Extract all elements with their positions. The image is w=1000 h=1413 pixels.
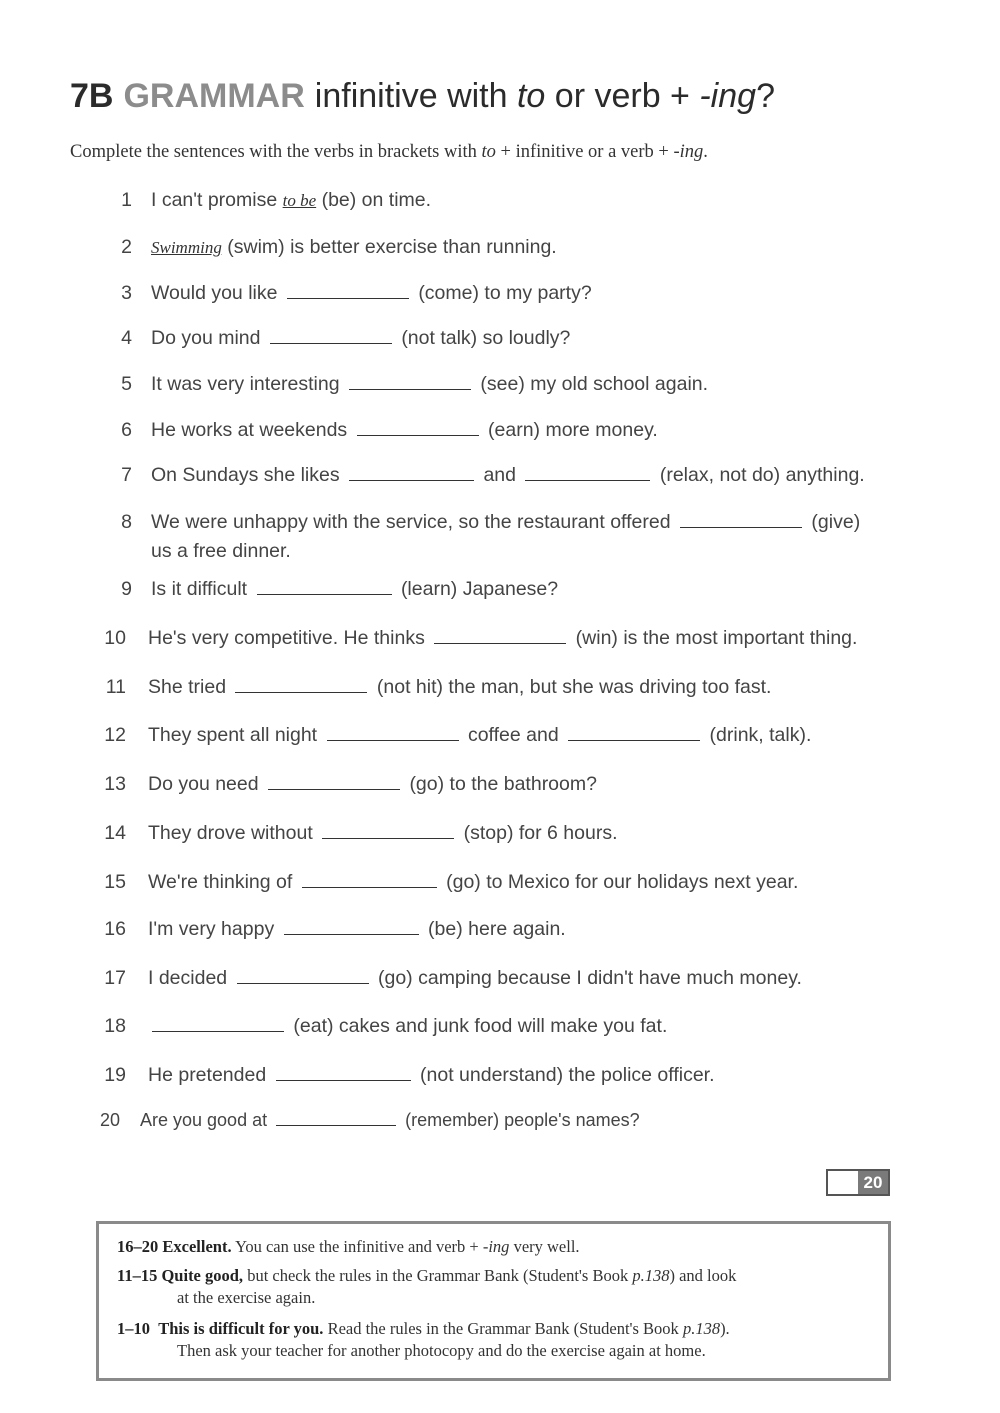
item-text: (remember) people's names? [405, 1110, 640, 1130]
item-text: He's very competitive. He thinks [148, 627, 425, 649]
score-box [826, 1169, 890, 1196]
item-text: On Sundays she likes [151, 464, 340, 486]
answer-blank[interactable] [257, 577, 392, 595]
item-text: (earn) more money. [488, 419, 658, 441]
item-text: He pretended [148, 1064, 267, 1086]
item-number: 17 [104, 967, 126, 989]
item-number: 8 [121, 511, 132, 533]
item-text: (be) on time. [321, 189, 432, 211]
answer-blank[interactable] [284, 917, 419, 935]
item-text: and [483, 464, 516, 486]
item-number: 13 [104, 773, 126, 795]
feedback-row-difficult: 1–10 This is difficult for you. Read the rules in the Grammar Bank (Student's Book p.138). [117, 1319, 730, 1338]
item-number: 7 [121, 464, 132, 486]
item-text-continued: us a free dinner. [151, 540, 291, 562]
item-text: I'm very happy [148, 918, 275, 940]
item-number: 18 [104, 1015, 126, 1037]
item-text: (stop) for 6 hours. [463, 822, 618, 844]
item-number: 3 [121, 282, 132, 304]
answer-blank[interactable] [268, 772, 400, 790]
item-number: 9 [121, 578, 132, 600]
answer-blank[interactable] [357, 418, 479, 436]
answer-blank[interactable] [568, 723, 700, 741]
item-number: 14 [104, 822, 126, 844]
item-text: (be) here again. [428, 918, 566, 940]
answer-blank[interactable] [302, 870, 437, 888]
item-text: Do you mind [151, 327, 261, 349]
feedback-row-difficult-continued: Then ask your teacher for another photocopy and do the exercise again at home. [177, 1341, 706, 1360]
item-number: 1 [121, 189, 132, 211]
item-text: It was very interesting [151, 373, 340, 395]
item-text: They spent all night [148, 724, 318, 746]
answer-blank[interactable] [276, 1063, 411, 1081]
page-title [70, 74, 775, 118]
answer-blank[interactable] [276, 1108, 396, 1126]
item-text: coffee and [467, 724, 559, 746]
answer-blank[interactable] [235, 675, 367, 693]
item-number: 5 [121, 373, 132, 395]
score-input[interactable] [828, 1171, 858, 1194]
instructions: Complete the sentences with the verbs in brackets with to + infinitive or a verb + -ing. [70, 142, 708, 162]
example-answer: Swimming [151, 238, 222, 257]
answer-blank[interactable] [270, 326, 392, 344]
item-text: (go) to the bathroom? [409, 773, 597, 795]
item-number: 2 [121, 236, 132, 258]
item-text: (not hit) the man, but she was driving too fast. [376, 676, 772, 698]
item-text: (learn) Japanese? [400, 578, 559, 600]
item-text: (go) to Mexico for our holidays next year. [446, 871, 799, 893]
item-text: They drove without [148, 822, 313, 844]
item-text: (not talk) so loudly? [401, 327, 571, 349]
item-text: (win) is the most important thing. [575, 627, 858, 649]
feedback-panel [96, 1221, 891, 1381]
answer-blank[interactable] [434, 626, 566, 644]
item-text: (drink, talk). [709, 724, 812, 746]
item-number: 20 [99, 1110, 120, 1130]
answer-blank[interactable] [152, 1014, 284, 1032]
item-number: 6 [121, 419, 132, 441]
item-text: Are you good at [140, 1110, 268, 1130]
item-text: He works at weekends [151, 419, 348, 441]
item-number: 4 [121, 327, 132, 349]
item-text: (relax, not do) anything. [659, 464, 865, 486]
item-text: (not understand) the police officer. [420, 1064, 715, 1086]
score-total: 20 [858, 1171, 888, 1194]
item-number: 19 [104, 1064, 126, 1086]
item-number: 12 [104, 724, 126, 746]
item-text: We were unhappy with the service, so the restaurant offered [151, 511, 671, 533]
answer-blank[interactable] [237, 966, 369, 984]
item-text: I can't promise [151, 189, 278, 211]
item-text: (come) to my party? [418, 282, 592, 304]
title-text: infinitive with to or verb + -ing? [314, 77, 775, 115]
item-text: I decided [148, 967, 228, 989]
feedback-row-excellent: 16–20 Excellent. You can use the infinitive and verb + -ing very well. [117, 1237, 580, 1256]
item-text: Would you like [151, 282, 278, 304]
item-text: Do you need [148, 773, 259, 795]
answer-blank[interactable] [349, 463, 474, 481]
answer-blank[interactable] [349, 372, 471, 390]
item-text: We're thinking of [148, 871, 293, 893]
answer-blank[interactable] [525, 463, 650, 481]
item-text: (go) camping because I didn't have much money. [378, 967, 802, 989]
item-number: 10 [104, 627, 126, 649]
answer-blank[interactable] [322, 821, 454, 839]
section-code: 7B [70, 77, 114, 115]
feedback-row-good-continued: at the exercise again. [177, 1288, 316, 1307]
item-text: (swim) is better exercise than running. [227, 236, 557, 258]
answer-blank[interactable] [680, 510, 802, 528]
item-text: (give) [811, 511, 861, 533]
section-name: GRAMMAR [123, 77, 305, 115]
item-text: (see) my old school again. [480, 373, 709, 395]
example-answer: to be [282, 191, 317, 210]
item-number: 16 [104, 918, 126, 940]
item-text: She tried [148, 676, 227, 698]
feedback-row-good: 11–15 Quite good, but check the rules in the Grammar Bank (Student's Book p.138) and look [117, 1266, 737, 1285]
answer-blank[interactable] [327, 723, 459, 741]
item-text: (eat) cakes and junk food will make you fat. [293, 1015, 668, 1037]
answer-blank[interactable] [287, 281, 409, 299]
item-text: Is it difficult [151, 578, 248, 600]
item-number: 11 [105, 676, 126, 698]
item-number: 15 [104, 871, 126, 893]
